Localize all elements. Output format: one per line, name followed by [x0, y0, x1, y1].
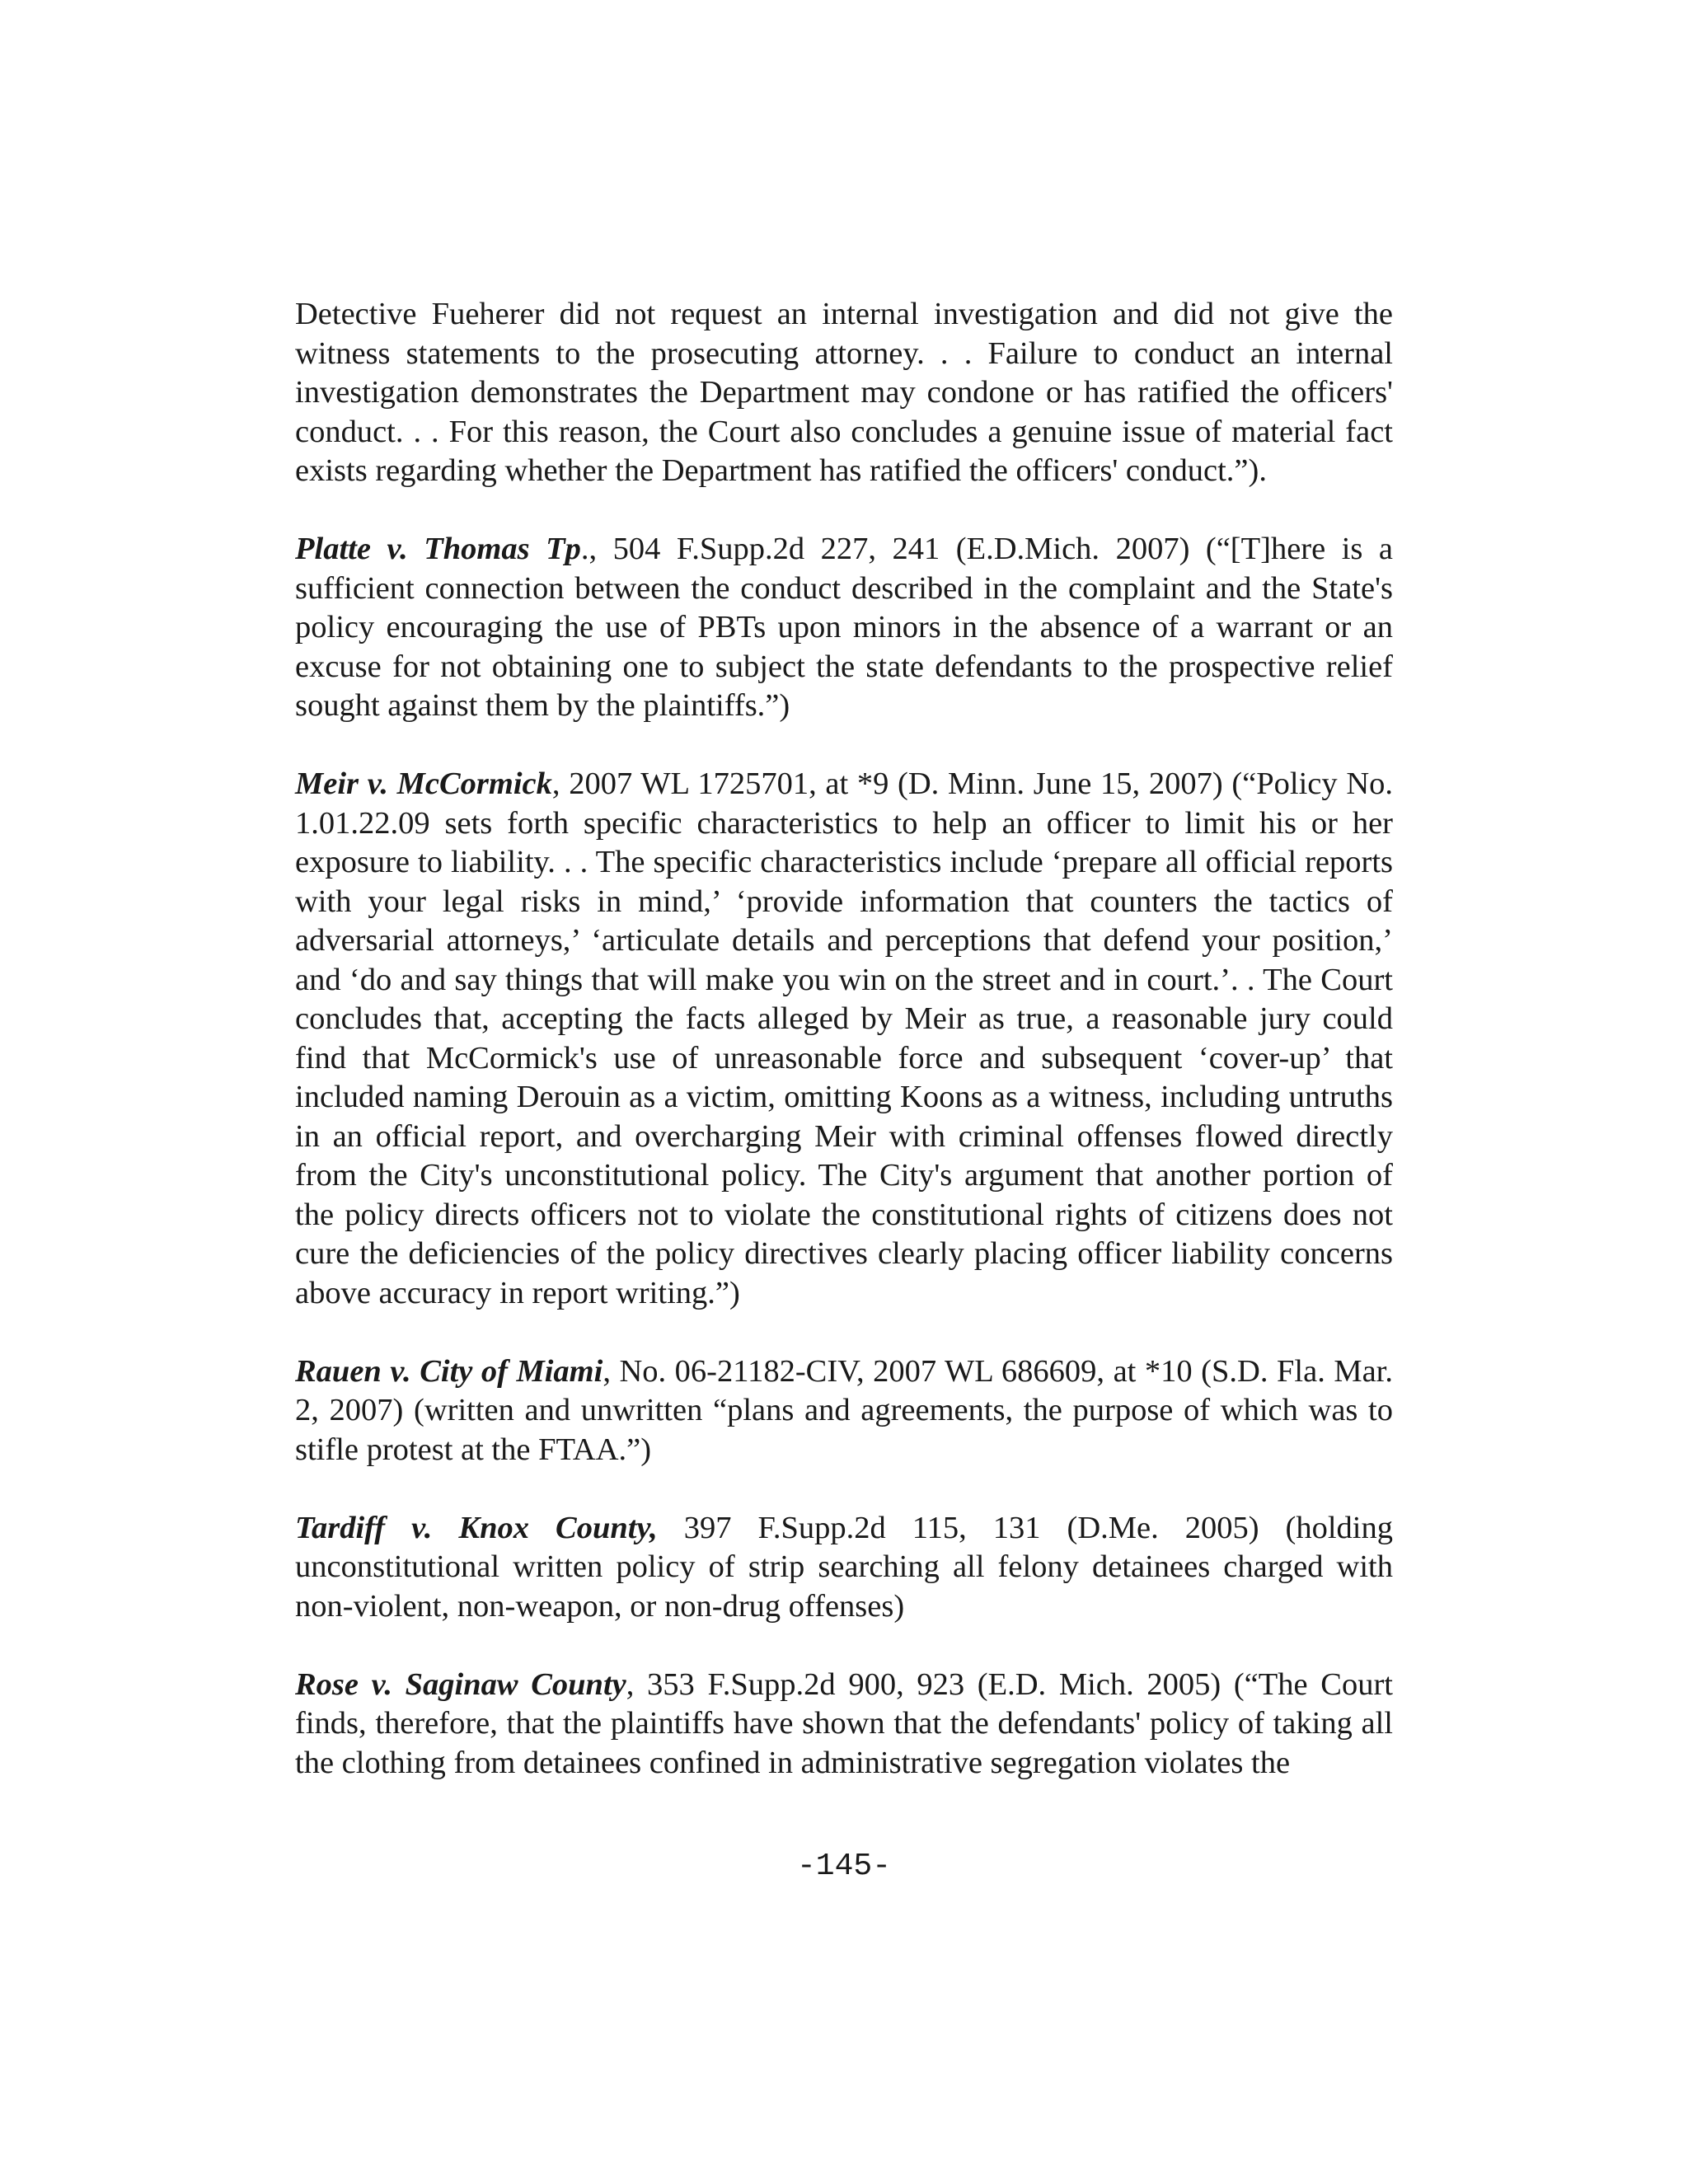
- paragraph-platte: [295, 530, 1393, 726]
- case-name: Tardiff v. Knox County,: [295, 1510, 658, 1545]
- case-name: Platte v. Thomas Tp: [295, 532, 581, 566]
- paragraph-text: ., 504 F.Supp.2d 227, 241 (E.D.Mich. 2007) (“[T]here is a sufficient connection between the conduct described in the complaint and the State's policy encouraging the use of PBTs upon minors in the absence of a warrant or an excuse for not obtaining one to subject the state defendants to the prospective relief sought against them by the plaintiffs.”): [295, 532, 1393, 723]
- paragraph-text: Detective Fueherer did not request an internal investigation and did not give the witness statements to the prosecuting attorney. . . Failure to conduct an internal investigation demonstrates the Department may condone or has ratified the officers' conduct. . . For this reason, the Court also concludes a genuine issue of material fact exists regarding whether the Department has ratified the officers' conduct.”).: [295, 297, 1393, 488]
- paragraph-rauen: [295, 1352, 1393, 1470]
- paragraph-text: 397 F.Supp.2d 115, 131 (D.Me. 2005) (holding unconstitutional written policy of strip searching all felony detainees charged with non-violent, non-weapon, or non-drug offenses): [295, 1510, 1394, 1624]
- paragraph-text: , No. 06-21182-CIV, 2007 WL 686609, at *10 (S.D. Fla. Mar. 2, 2007) (written and unwritten “plans and agreements, the purpose of which was to stifle protest at the FTAA.”): [295, 1353, 1393, 1467]
- case-name: Rose v. Saginaw County: [295, 1666, 626, 1702]
- case-name: Rauen v. City of Miami: [295, 1353, 603, 1389]
- case-name: Meir v. McCormick: [295, 766, 552, 801]
- paragraph-tardiff: [295, 1509, 1393, 1627]
- paragraph-meir: [295, 765, 1393, 1313]
- paragraph-text: , 2007 WL 1725701, at *9 (D. Minn. June 15, 2007) (“Policy No. 1.01.22.09 sets forth specific characteristics to help an officer to limit his or her exposure to liability. . . The specific characteristics include ‘prepare all official reports with your legal risks in mind,’ ‘provide information that counters the tactics of adversarial attorneys,’ ‘articulate details and perceptions that defend your position,’ and ‘do and say things that will make you win on the street and in court.’. . The Court concludes that, accepting the facts alleged by Meir as true, a reasonable jury could find that McCormick's use of unreasonable force and subsequent ‘cover-up’ that included naming Derouin as a victim, omitting Koons as a witness, including untruths in an official report, and overcharging Meir with criminal offenses flowed directly from the City's unconstitutional policy. The City's argument that another portion of the policy directs officers not to violate the constitutional rights of citizens does not cure the deficiencies of the policy directives clearly placing officer liability concerns above accuracy in report writing.”): [295, 766, 1393, 1310]
- page-number: -145-: [796, 1849, 892, 1884]
- paragraph-fueherer-quote: [295, 295, 1393, 491]
- paragraph-text: , 353 F.Supp.2d 900, 923 (E.D. Mich. 2005) (“The Court finds, therefore, that the plaintiffs have shown that the defendants' policy of taking all the clothing from detainees confined in administrative segregation violates the: [295, 1666, 1393, 1780]
- paragraph-rose: [295, 1666, 1393, 1783]
- document-body: [295, 295, 1393, 1822]
